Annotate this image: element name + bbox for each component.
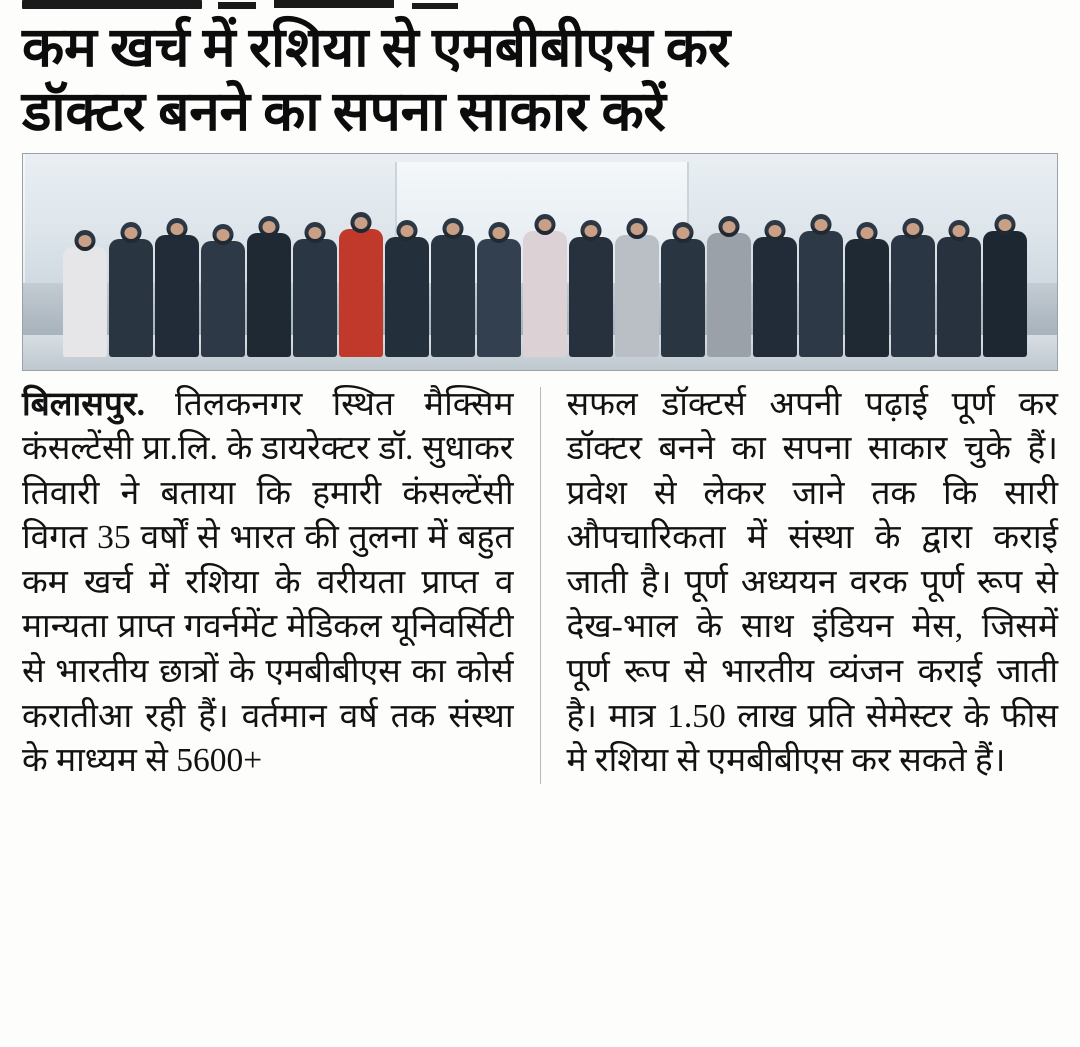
ink-blot: [412, 3, 458, 9]
ink-blot: [218, 2, 256, 9]
article-photo: [22, 153, 1058, 371]
person-silhouette: [753, 237, 797, 357]
person-silhouette: [937, 237, 981, 357]
person-silhouette: [523, 231, 567, 357]
headline-line-1: कम खर्च में रशिया से एमबीबीएस कर: [22, 17, 730, 78]
face: [539, 219, 552, 231]
person-silhouette: [63, 247, 107, 357]
person-silhouette: [431, 235, 475, 357]
dateline: बिलासपुर.: [22, 385, 145, 423]
face: [217, 229, 230, 241]
person-silhouette: [385, 237, 429, 357]
face: [723, 221, 736, 233]
face: [631, 223, 644, 235]
person-silhouette: [293, 239, 337, 357]
face: [263, 221, 276, 233]
person-silhouette: [615, 235, 659, 357]
face: [401, 225, 414, 237]
face: [447, 223, 460, 235]
article-body: [22, 383, 1058, 784]
column-left: [22, 383, 514, 784]
face: [907, 223, 920, 235]
person-silhouette: [247, 233, 291, 357]
person-silhouette: [109, 239, 153, 357]
person-silhouette: [201, 241, 245, 357]
face: [355, 217, 368, 229]
person-silhouette: [891, 235, 935, 357]
face: [769, 225, 782, 237]
person-silhouette: [155, 235, 199, 357]
person-silhouette: [799, 231, 843, 357]
ink-blot: [22, 0, 202, 9]
photo-scene: [23, 154, 1057, 370]
previous-article-remnant: [22, 0, 1058, 14]
face: [861, 227, 874, 239]
column-right: [566, 383, 1058, 784]
face: [171, 223, 184, 235]
person-silhouette: [569, 237, 613, 357]
face: [677, 227, 690, 239]
person-silhouette: [339, 229, 383, 357]
paragraph-right: सफल डॉक्टर्स अपनी पढ़ाई पूर्ण कर डॉक्टर बनने का सपना साकार चुके हैं। प्रवेश से लेकर जाने तक कि सारी औपचारिकता में संस्था के द्वारा कराई जाती है। पूर्ण अध्ययन वरक पूर्ण रूप से देख-भाल के साथ इंडियन मेस, जिसमें पूर्ण रूप से भारतीय व्यंजन कराई जाती है। मात्र 1.50 लाख प्रति सेमेस्टर के फीस मे रशिया से एमबीबीएस कर सकते हैं।: [566, 385, 1058, 780]
paragraph-left: [22, 383, 514, 784]
column-divider: [540, 387, 541, 784]
person-silhouette: [707, 233, 751, 357]
column-left-text: तिलकनगर स्थित मैक्सिम कंसल्टेंसी प्रा.लि. के डायरेक्टर डॉ. सुधाकर तिवारी ने बताया कि हमारी कंसल्टेंसी विगत 35 वर्षों से भारत की तुलना में बहुत कम खर्च में रशिया के वरीयता प्राप्त व मान्यता प्राप्त गवर्नमेंट मेडिकल यूनिवर्सिटी से भारतीय छात्रों के एमबीबीएस का कोर्स करातीआ रही हैं। वर्तमान वर्ष तक संस्था के माध्यम से 5600+: [22, 385, 514, 780]
person-silhouette: [983, 231, 1027, 357]
face: [999, 219, 1012, 231]
face: [493, 227, 506, 239]
face: [79, 235, 92, 247]
ink-blot: [274, 0, 394, 8]
headline: [22, 0, 1052, 145]
face: [585, 225, 598, 237]
person-silhouette: [661, 239, 705, 357]
face: [309, 227, 322, 239]
headline-line-2: डॉक्टर बनने का सपना साकार करें: [22, 81, 666, 143]
face: [953, 225, 966, 237]
face: [815, 219, 828, 231]
face: [125, 227, 138, 239]
person-silhouette: [477, 239, 521, 357]
person-silhouette: [845, 239, 889, 357]
